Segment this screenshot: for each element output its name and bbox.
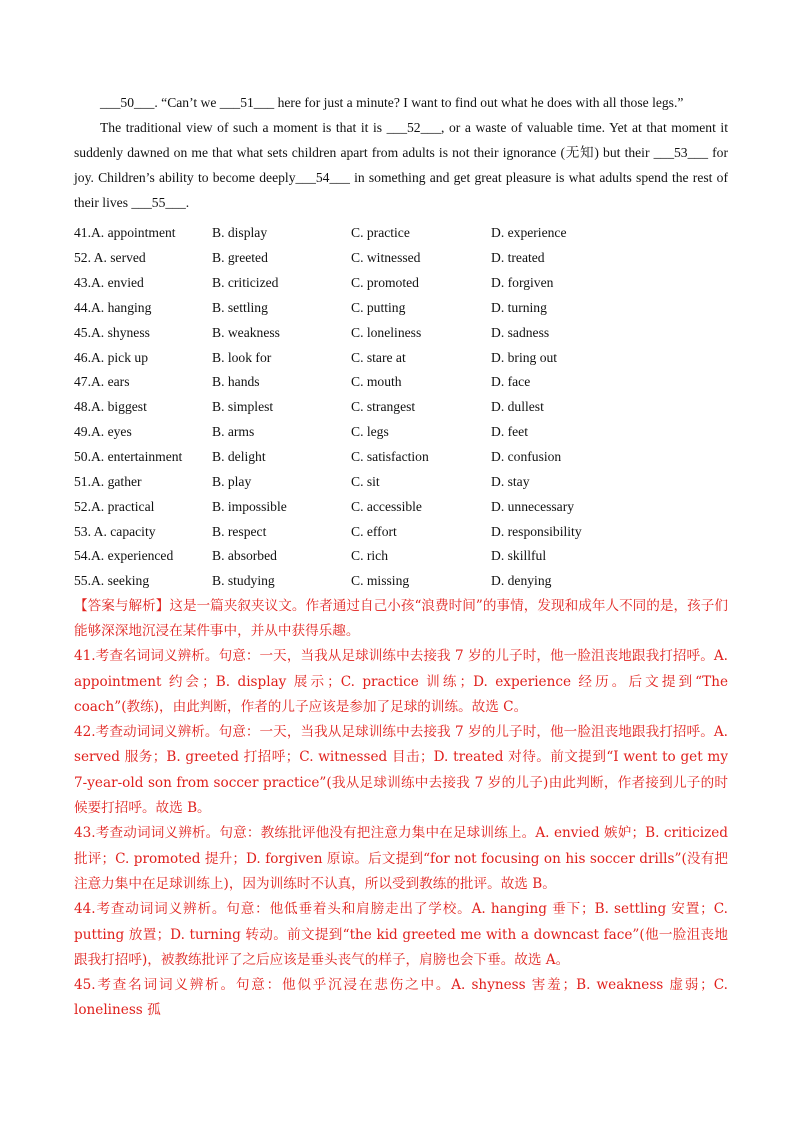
analysis-41: 41.考查名词词义辨析。句意：一天，当我从足球训练中去接我 7 岁的儿子时，他一脸沮丧地跟我打招呼。A. appointment 约会；B. display 展示；C. practice 训练；D. experience 经历。后文提到“The coach”(教练)，由此判断，作者的儿子应该是参加了足球的训练。故选 C。 (74, 648, 728, 715)
option-b: B. absorbed (212, 548, 277, 564)
analysis-43: 43.考查动词词义辨析。句意：教练批评他没有把注意力集中在足球训练上。A. envied 嫉妒；B. criticized 批评；C. promoted 提升；D. forgiven 原谅。后文提到“for not focusing on his soccer drills”(没有把注意力集中在足球训练上)，因为训练时不认真，所以受到教练的批评。故选 B。 (74, 825, 728, 892)
option-row-41 (74, 221, 728, 246)
option-d: D. face (491, 374, 531, 390)
option-c: C. sit (351, 473, 380, 489)
option-a: 50.A. entertainment (74, 449, 183, 465)
option-row-55 (74, 569, 728, 594)
option-b: B. display (212, 225, 268, 241)
option-row-53 (74, 519, 728, 544)
analysis-42: 42.考查动词词义辨析。句意：一天，当我从足球训练中去接我 7 岁的儿子时，他一脸沮丧地跟我打招呼。A. served 服务；B. greeted 打招呼；C. witnessed 目击；D. treated 对待。前文提到“I went to get my 7-year-old son from soccer practice”(我从足球训练中去接我 7 岁的儿子)由此判断，作者接到儿子的时候要打招呼。故选 B。 (74, 724, 728, 817)
option-b: B. arms (212, 424, 255, 440)
option-d: D. feet (491, 424, 528, 440)
option-row-48 (74, 395, 728, 420)
option-a: 45.A. shyness (74, 324, 150, 340)
option-b: B. simplest (212, 399, 274, 415)
option-a: 47.A. ears (74, 374, 130, 390)
option-d: D. sadness (491, 324, 550, 340)
option-b: B. greeted (212, 250, 268, 266)
option-c: C. mouth (351, 374, 402, 390)
option-row-46 (74, 345, 728, 370)
option-b: B. hands (212, 374, 260, 390)
option-a: 55.A. seeking (74, 573, 150, 589)
option-d: D. dullest (491, 399, 544, 415)
option-a: 46.A. pick up (74, 349, 149, 365)
analysis-summary: 【答案与解析】这是一篇夹叙夹议文。作者通过自己小孩“浪费时间”的事情，发现和成年人不同的是，孩子们能够深深地沉浸在某件事中，并从中获得乐趣。 (74, 597, 728, 639)
option-c: C. strangest (351, 399, 416, 415)
option-d: D. turning (491, 299, 547, 315)
option-c: C. witnessed (351, 250, 421, 266)
option-row-54 (74, 544, 728, 569)
option-c: C. putting (351, 299, 406, 315)
analysis-44: 44.考查动词词义辨析。句意：他低垂着头和肩膀走出了学校。A. hanging 垂下；B. settling 安置；C. putting 放置；D. turning 转动。前文提到“the kid greeted me with a downcast face”(他一脸沮丧地跟我打招呼)，被教练批评了之后应该是垂头丧气的样子，肩膀也会下垂。故选 A。 (74, 901, 728, 968)
option-row-51 (74, 469, 728, 494)
option-d: D. unnecessary (491, 498, 575, 514)
option-d: D. stay (491, 473, 530, 489)
option-d: D. responsibility (491, 523, 582, 539)
option-d: D. skillful (491, 548, 547, 564)
option-b: B. settling (212, 299, 268, 315)
option-b: B. impossible (212, 498, 287, 514)
option-row-45 (74, 320, 728, 345)
option-b: B. delight (212, 449, 266, 465)
option-row-47 (74, 370, 728, 395)
option-row-50 (74, 445, 728, 470)
option-c: C. stare at (351, 349, 406, 365)
option-a: 48.A. biggest (74, 399, 147, 415)
option-c: C. accessible (351, 498, 422, 514)
option-a: 52.A. practical (74, 498, 155, 514)
option-c: C. satisfaction (351, 449, 429, 465)
option-d: D. bring out (491, 349, 558, 365)
option-a: 41.A. appointment (74, 225, 176, 241)
option-c: C. missing (351, 573, 410, 589)
option-a: 51.A. gather (74, 473, 142, 489)
option-row-42 (74, 246, 728, 271)
option-c: C. legs (351, 424, 389, 440)
option-c: C. effort (351, 523, 397, 539)
option-a: 43.A. envied (74, 275, 144, 291)
option-c: C. promoted (351, 275, 419, 291)
option-d: D. forgiven (491, 275, 554, 291)
option-d: D. experience (491, 225, 567, 241)
option-c: C. rich (351, 548, 388, 564)
option-row-49 (74, 420, 728, 445)
option-b: B. look for (212, 349, 272, 365)
option-b: B. play (212, 473, 252, 489)
option-d: D. confusion (491, 449, 562, 465)
analysis-45: 45.考查名词词义辨析。句意：他似乎沉浸在悲伤之中。A. shyness 害羞；B. weakness 虚弱；C. loneliness 孤 (74, 977, 728, 1019)
option-row-44 (74, 296, 728, 321)
option-a: 53. A. capacity (74, 523, 156, 539)
option-a: 54.A. experienced (74, 548, 174, 564)
option-a: 52. A. served (74, 250, 146, 266)
option-c: C. loneliness (351, 324, 422, 340)
option-b: B. studying (212, 573, 275, 589)
option-row-43 (74, 271, 728, 296)
option-b: B. respect (212, 523, 267, 539)
document-page (74, 90, 728, 1024)
option-a: 44.A. hanging (74, 299, 152, 315)
option-b: B. criticized (212, 275, 279, 291)
passage-line-50: ___50___. “Can’t we ___51___ here for just a minute? I want to find out what he does with all those legs.” (100, 95, 684, 110)
answer-analysis (74, 594, 728, 1024)
option-d: D. denying (491, 573, 552, 589)
passage-paragraph-52: The traditional view of such a moment is that it is ___52___, or a waste of valuable time. Yet at that moment it suddenly dawned on me that what sets children apart from adults is not their ignorance (无知) but their ___53___ for joy. Children’s ability to become deeply___54___ in something and get great pleasure is what adults spend the rest of their lives ___55___. (74, 120, 728, 210)
options-table (74, 221, 728, 594)
option-b: B. weakness (212, 324, 280, 340)
option-row-52 (74, 494, 728, 519)
option-c: C. practice (351, 225, 410, 241)
option-a: 49.A. eyes (74, 424, 132, 440)
option-d: D. treated (491, 250, 545, 266)
